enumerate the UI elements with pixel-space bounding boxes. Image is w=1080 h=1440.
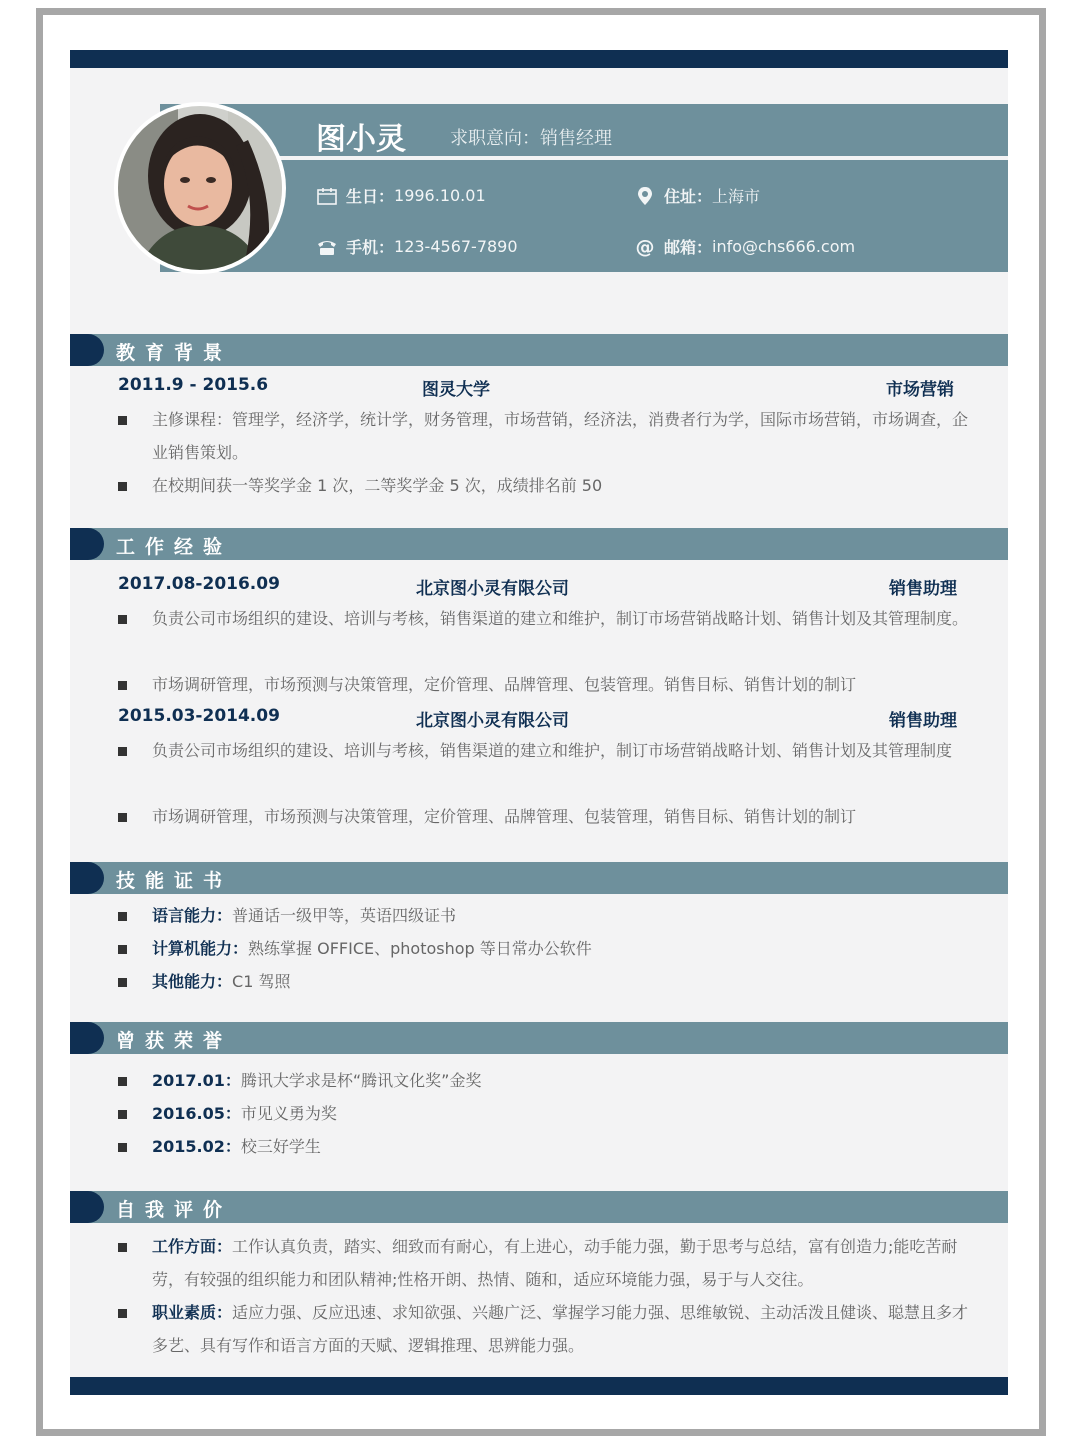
list-item: 主修课程：管理学，经济学，统计学，财务管理，市场营销，经济法，消费者行为学，国际市场营销，市场调查，企业销售策划。 [118, 403, 978, 469]
location-pin-icon [634, 185, 656, 207]
section-title: 技能证书 [116, 870, 233, 892]
edu-major: 市场营销 [886, 380, 954, 400]
email-value: info@chs666.com [712, 237, 856, 256]
list-item: 语言能力：普通话一级甲等，英语四级证书 [118, 899, 978, 932]
list-item: 2016.05：市见义勇为奖 [118, 1097, 978, 1130]
email-label: 邮箱： [664, 238, 713, 257]
calendar-icon [316, 185, 338, 207]
square-bullet-icon [118, 1110, 127, 1119]
top-bar [70, 50, 1008, 68]
square-bullet-icon [118, 1243, 127, 1252]
bottom-bar [70, 1377, 1008, 1395]
section-title: 教育背景 [116, 342, 233, 364]
phone-value: 123-4567-7890 [394, 237, 518, 256]
phone-label: 手机： [346, 238, 395, 257]
square-bullet-icon [118, 482, 127, 491]
edu-school: 图灵大学 [422, 380, 490, 400]
list-item: 负责公司市场组织的建设、培训与考核，销售渠道的建立和维护，制订市场营销战略计划、销售计划及其管理制度 [118, 734, 978, 767]
avatar [114, 102, 286, 274]
list-item: 2015.02：校三好学生 [118, 1130, 978, 1163]
list-item: 在校期间获一等奖学金 1 次，二等奖学金 5 次，成绩排名前 50 [118, 469, 978, 502]
work-company: 北京图小灵有限公司 [416, 579, 569, 599]
section-self [70, 1191, 1008, 1223]
edu-period: 2011.9 - 2015.6 [118, 375, 269, 395]
address-label: 住址： [664, 187, 713, 206]
square-bullet-icon [118, 1077, 127, 1086]
square-bullet-icon [118, 813, 127, 822]
work-period: 2017.08-2016.09 [118, 574, 280, 594]
work-period: 2015.03-2014.09 [118, 706, 280, 726]
list-item: 市场调研管理，市场预测与决策管理，定价管理、品牌管理、包装管理。销售目标、销售计划的制订 [118, 668, 978, 701]
work-role: 销售助理 [889, 711, 957, 731]
work-role: 销售助理 [889, 579, 957, 599]
section-title: 曾获荣誉 [116, 1030, 233, 1052]
section-title: 自我评价 [116, 1199, 233, 1221]
birth-label: 生日： [346, 187, 395, 206]
list-item: 工作方面：工作认真负责，踏实、细致而有耐心，有上进心，动手能力强，勤于思考与总结，富有创造力;能吃苦耐劳，有较强的组织能力和团队精神;性格开朗、热情、随和，适应环境能力强，易于与人交往。 [118, 1230, 978, 1296]
phone-info [316, 235, 518, 258]
section-work [70, 528, 1008, 560]
square-bullet-icon [118, 978, 127, 987]
square-bullet-icon [118, 912, 127, 921]
square-bullet-icon [118, 747, 127, 756]
address-value: 上海市 [712, 187, 761, 206]
work-company: 北京图小灵有限公司 [416, 711, 569, 731]
email-info [634, 235, 855, 258]
job-intent: 求职意向：销售经理 [450, 128, 612, 149]
list-item: 负责公司市场组织的建设、培训与考核，销售渠道的建立和维护，制订市场营销战略计划、销售计划及其管理制度。 [118, 602, 978, 635]
section-honors [70, 1022, 1008, 1054]
address-info [634, 184, 760, 207]
list-item: 职业素质：适应力强、反应迅速、求知欲强、兴趣广泛、掌握学习能力强、思维敏锐、主动活泼且健谈、聪慧且多才多艺、具有写作和语言方面的天赋、逻辑推理、思辨能力强。 [118, 1296, 978, 1362]
birth-info [316, 184, 486, 207]
square-bullet-icon [118, 681, 127, 690]
contact-band [160, 160, 1008, 272]
section-education [70, 334, 1008, 366]
list-item: 其他能力：C1 驾照 [118, 965, 978, 998]
list-item: 市场调研管理，市场预测与决策管理，定价管理、品牌管理、包装管理，销售目标、销售计划的制订 [118, 800, 978, 833]
square-bullet-icon [118, 945, 127, 954]
list-item: 2017.01：腾讯大学求是杯“腾讯文化奖”金奖 [118, 1064, 978, 1097]
square-bullet-icon [118, 416, 127, 425]
section-skills [70, 862, 1008, 894]
candidate-name: 图小灵 [316, 122, 406, 157]
section-title: 工作经验 [116, 536, 233, 558]
square-bullet-icon [118, 1143, 127, 1152]
telephone-icon [316, 236, 338, 258]
at-sign-icon: @ [635, 235, 655, 258]
birth-value: 1996.10.01 [394, 186, 486, 205]
list-item: 计算机能力：熟练掌握 OFFICE、photoshop 等日常办公软件 [118, 932, 978, 965]
square-bullet-icon [118, 1309, 127, 1318]
square-bullet-icon [118, 615, 127, 624]
